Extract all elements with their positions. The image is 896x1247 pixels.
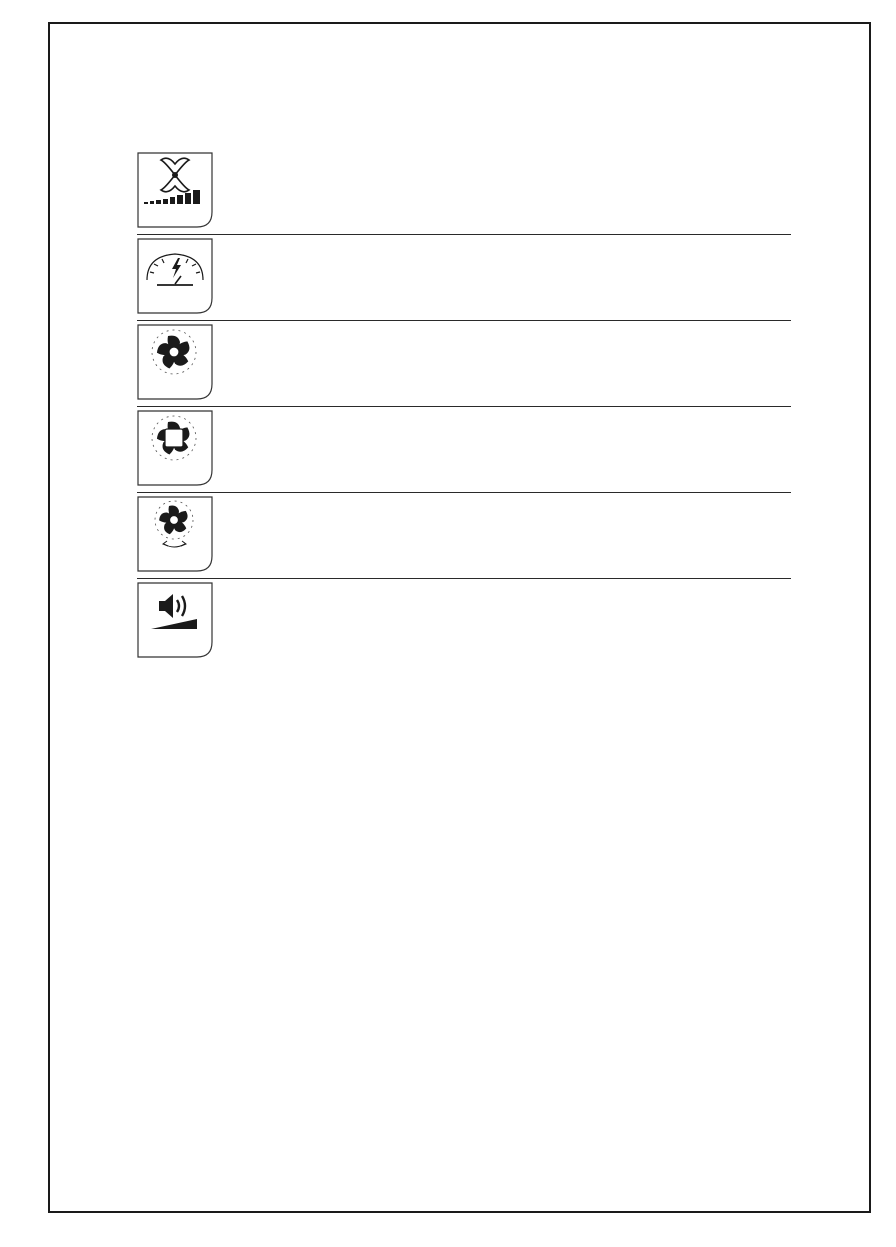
icon-list: [137, 152, 791, 668]
row-divider: [137, 320, 791, 321]
row-divider: [137, 406, 791, 407]
fan-mode-icon: [137, 324, 213, 400]
icon-row-volume: [137, 582, 791, 668]
row-divider: [137, 578, 791, 579]
row-divider: [137, 492, 791, 493]
fan-swing-icon: [137, 496, 213, 572]
row-divider: [137, 234, 791, 235]
power-meter-icon: [137, 238, 213, 314]
icon-row-fan-mode: [137, 324, 791, 410]
fan-speed-level-icon: [137, 152, 213, 228]
icon-row-fan-speed: [137, 152, 791, 238]
icon-row-fan-swing: [137, 496, 791, 582]
icon-row-fan-stop: [137, 410, 791, 496]
fan-stop-icon: [137, 410, 213, 486]
icon-row-power-meter: [137, 238, 791, 324]
volume-level-icon: [137, 582, 213, 658]
